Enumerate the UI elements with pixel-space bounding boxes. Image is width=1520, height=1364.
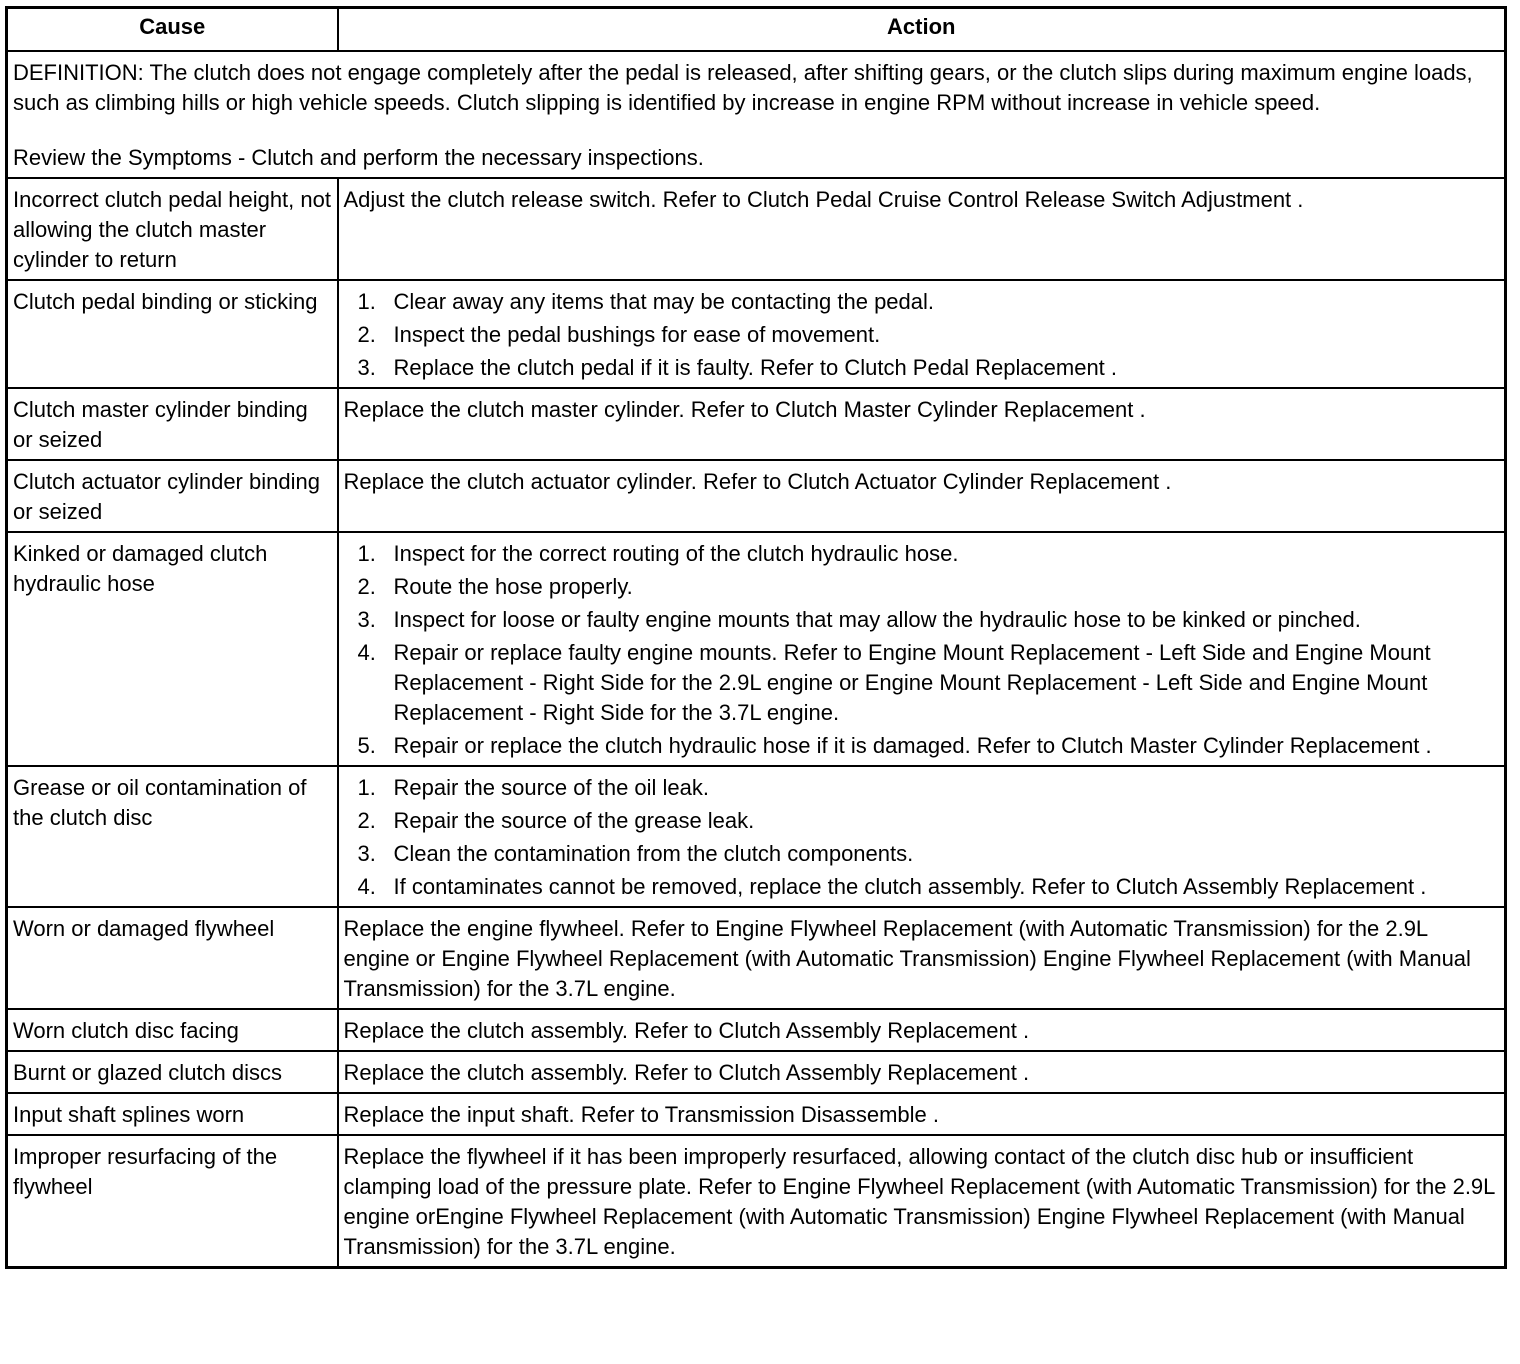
step-text: Replace the clutch pedal if it is faulty. Refer to Clutch Pedal Replacement . (393, 355, 1118, 380)
definition-review: Review the Symptoms - Clutch and perform the necessary inspections. (13, 145, 704, 170)
cause-cell: Grease or oil contamination of the clutch disc (7, 766, 338, 907)
action-steps (344, 287, 1500, 383)
step-text: Repair or replace faulty engine mounts. Refer to Engine Mount Replacement - Left Side and Engine Mount Replacement - Right Side for the 2.9L engine or Engine Mount Replacement - Left Side and Engine Mount Replacement - Right Side for the 3.7L engine. (393, 640, 1431, 725)
table-row (7, 1135, 1506, 1268)
action-cell: Replace the flywheel if it has been improperly resurfaced, allowing contact of the clutch disc hub or insufficient clamping load of the pressure plate. Refer to Engine Flywheel Replacement (with Automatic Transmission) for the 2.9L engine orEngine Flywheel Replacement (with Automatic Transmission) Engine Flywheel Replacement (with Manual Transmission) for the 3.7L engine. (338, 1135, 1506, 1268)
action-step: 1. Clear away any items that may be contacting the pedal. (357, 289, 935, 314)
header-row (7, 8, 1506, 52)
step-text: Repair or replace the clutch hydraulic hose if it is damaged. Refer to Clutch Master Cylinder Replacement . (393, 733, 1432, 758)
action-cell (338, 532, 1506, 766)
cause-cell: Worn clutch disc facing (7, 1009, 338, 1051)
table-row (7, 460, 1506, 532)
action-step: 4. Repair or replace faulty engine mounts. Refer to Engine Mount Replacement - Left Side and Engine Mount Replacement - Right Side for the 2.9L engine or Engine Mount Replacement - Left Side and Engine Mount Replacement - Right Side for the 3.7L engine. (357, 640, 1431, 725)
table-row (7, 766, 1506, 907)
action-cell: Adjust the clutch release switch. Refer to Clutch Pedal Cruise Control Release Switch Adjustment . (338, 178, 1506, 280)
table-row (7, 532, 1506, 766)
action-step: 2. Repair the source of the grease leak. (357, 808, 755, 833)
cause-cell: Clutch pedal binding or sticking (7, 280, 338, 388)
step-text: Inspect for loose or faulty engine mounts that may allow the hydraulic hose to be kinked or pinched. (393, 607, 1361, 632)
action-step: 3. Clean the contamination from the clutch components. (357, 841, 914, 866)
table-row (7, 280, 1506, 388)
table-row (7, 1051, 1506, 1093)
action-step: 3. Replace the clutch pedal if it is faulty. Refer to Clutch Pedal Replacement . (357, 355, 1118, 380)
definition-text: DEFINITION: The clutch does not engage completely after the pedal is released, after shifting gears, or the clutch slips during maximum engine loads, such as climbing hills or high vehicle speeds. Clutch slipping is identified by increase in engine RPM without increase in vehicle speed. (13, 60, 1473, 115)
table-row (7, 178, 1506, 280)
action-step: 3. Inspect for loose or faulty engine mounts that may allow the hydraulic hose to be kinked or pinched. (357, 607, 1361, 632)
diagnostic-table (5, 6, 1507, 1269)
table-row (7, 388, 1506, 460)
step-text: If contaminates cannot be removed, replace the clutch assembly. Refer to Clutch Assembly Replacement . (393, 874, 1427, 899)
action-cell (338, 280, 1506, 388)
cause-cell: Input shaft splines worn (7, 1093, 338, 1135)
step-text: Route the hose properly. (393, 574, 633, 599)
definition-row (7, 51, 1506, 178)
cause-cell: Worn or damaged flywheel (7, 907, 338, 1009)
step-text: Inspect for the correct routing of the clutch hydraulic hose. (393, 541, 959, 566)
step-text: Repair the source of the grease leak. (393, 808, 755, 833)
cause-cell: Kinked or damaged clutch hydraulic hose (7, 532, 338, 766)
action-cell (338, 766, 1506, 907)
header-cause: Cause (7, 8, 338, 52)
action-step: 1. Repair the source of the oil leak. (357, 775, 710, 800)
step-text: Clear away any items that may be contacting the pedal. (393, 289, 935, 314)
step-text: Clean the contamination from the clutch components. (393, 841, 914, 866)
action-step: 2. Route the hose properly. (357, 574, 633, 599)
table-row (7, 1093, 1506, 1135)
action-step: 5. Repair or replace the clutch hydraulic hose if it is damaged. Refer to Clutch Master Cylinder Replacement . (357, 733, 1432, 758)
action-cell: Replace the engine flywheel. Refer to Engine Flywheel Replacement (with Automatic Transmission) for the 2.9L engine or Engine Flywheel Replacement (with Automatic Transmission) Engine Flywheel Replacement (with Manual Transmission) for the 3.7L engine. (338, 907, 1506, 1009)
action-steps (344, 539, 1500, 761)
action-cell: Replace the input shaft. Refer to Transmission Disassemble . (338, 1093, 1506, 1135)
cause-cell: Burnt or glazed clutch discs (7, 1051, 338, 1093)
cause-cell: Clutch master cylinder binding or seized (7, 388, 338, 460)
action-cell: Replace the clutch master cylinder. Refer to Clutch Master Cylinder Replacement . (338, 388, 1506, 460)
definition-cell (7, 51, 1506, 178)
cause-cell: Clutch actuator cylinder binding or seized (7, 460, 338, 532)
action-cell: Replace the clutch actuator cylinder. Refer to Clutch Actuator Cylinder Replacement . (338, 460, 1506, 532)
action-step: 1. Inspect for the correct routing of the clutch hydraulic hose. (357, 541, 959, 566)
cause-cell: Improper resurfacing of the flywheel (7, 1135, 338, 1268)
cause-cell: Incorrect clutch pedal height, not allowing the clutch master cylinder to return (7, 178, 338, 280)
action-steps (344, 773, 1500, 902)
action-cell: Replace the clutch assembly. Refer to Clutch Assembly Replacement . (338, 1009, 1506, 1051)
action-step: 4. If contaminates cannot be removed, replace the clutch assembly. Refer to Clutch Assembly Replacement . (357, 874, 1427, 899)
header-action: Action (338, 8, 1506, 52)
step-text: Inspect the pedal bushings for ease of movement. (393, 322, 881, 347)
table-row (7, 1009, 1506, 1051)
table-row (7, 907, 1506, 1009)
step-text: Repair the source of the oil leak. (393, 775, 710, 800)
action-cell: Replace the clutch assembly. Refer to Clutch Assembly Replacement . (338, 1051, 1506, 1093)
action-step: 2. Inspect the pedal bushings for ease of movement. (357, 322, 881, 347)
